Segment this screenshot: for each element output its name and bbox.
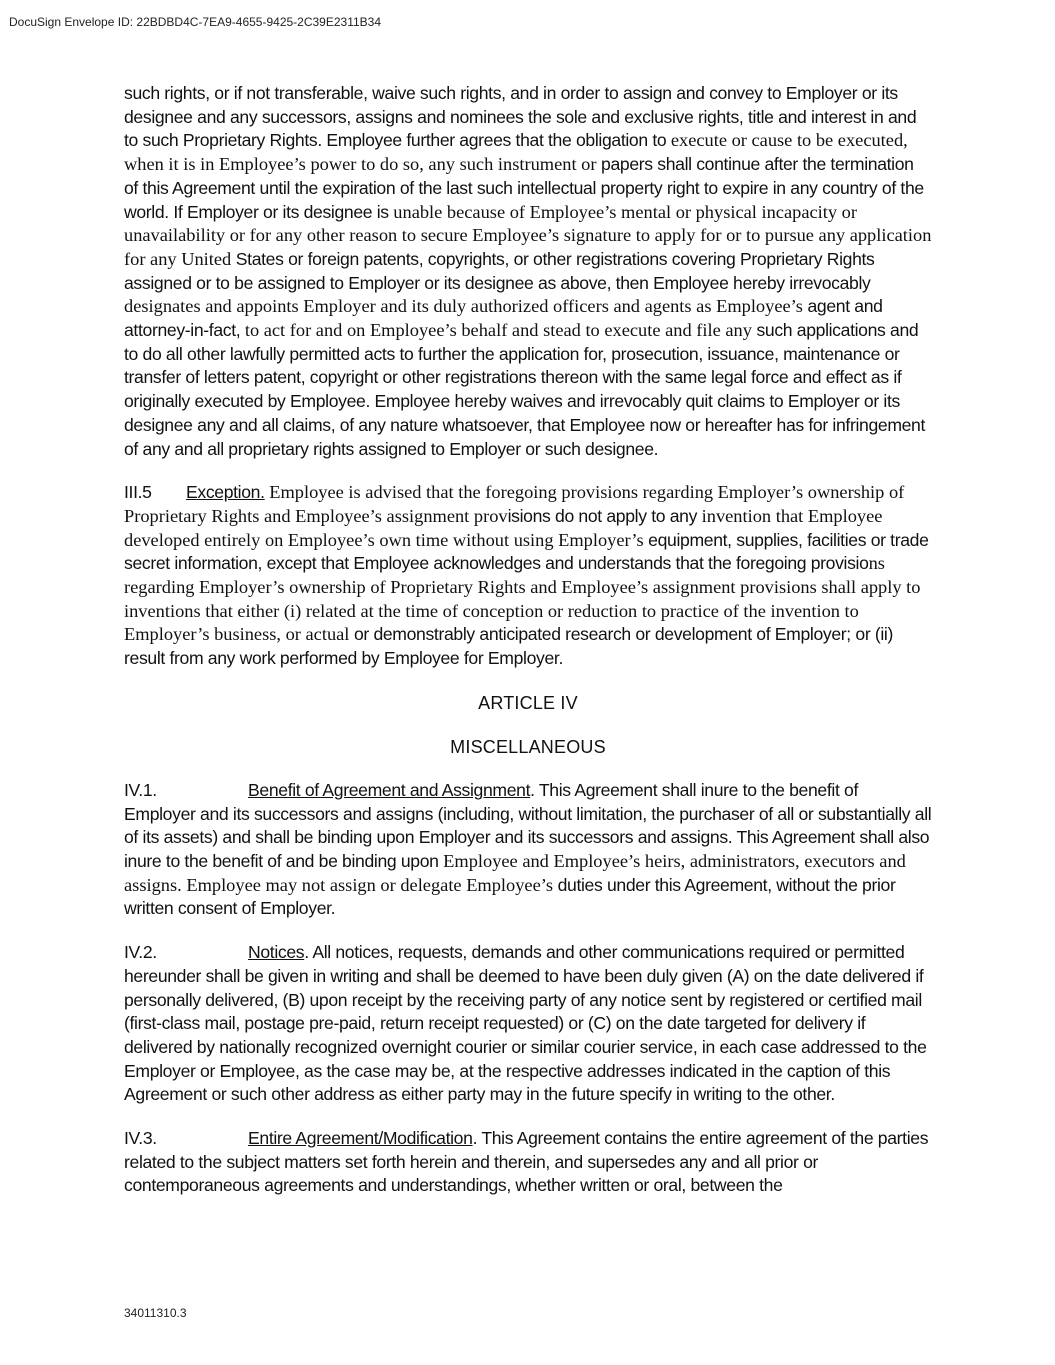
text-run: isions do not apply to any bbox=[507, 505, 698, 526]
section-number: IV.3. bbox=[124, 1128, 157, 1149]
text-run: Employee is advised that the foregoing provisions regarding Employer’s ownership of Proprietary Rights and Employee’s assignment prov bbox=[124, 482, 905, 526]
section-title: Notices bbox=[248, 942, 305, 963]
text-run: such rights, or if not transferable, waive such rights, and in order to assign and convey to Employer or its designee and any successors, assigns and nominees the sole and exclusive rights, title and interest in and to such Proprietary Rights. Employee further agrees that the obligation to bbox=[124, 83, 917, 151]
section-4-1-benefit bbox=[124, 779, 932, 921]
section-number: IV.1. bbox=[124, 779, 157, 800]
text-run: ns regarding Employer’s ownership of Proprietary Rights and Employee’s assignment provisions shall apply to inventions that either (i) related at the time of conception or reduction to practice of the invention to Employer’s business, or actual bbox=[124, 553, 921, 645]
section-number: III.5 bbox=[124, 482, 152, 503]
footer-document-number: 34011310.3 bbox=[124, 1306, 187, 1320]
text-run: such applications and to do all other lawfully permitted acts to further the application for, prosecution, issuance, maintenance or transfer of letters patent, copyright or other registrations thereon with the same legal force and effect as if originally executed by Employee. Employee hereby waives and irrevocably quit claims to Employer or its designee any and all claims, of any nature whatsoever, that Employee now or hereafter has for infringement of any and all proprietary rights assigned to Employer or such designee. bbox=[124, 320, 926, 459]
text-run: . All notices, requests, demands and other communications required or permitted hereunder shall be given in writing and shall be deemed to have been duly given (A) on the date delivered if personally delivered, (B) upon receipt by the receiving party of any notice sent by registered or certified mail (first-class mail, postage pre-paid, return receipt requested) or (C) on the date targeted for delivery if delivered by nationally recognized overnight courier or similar courier service, in each case addressed to the Employer or Employee, as the case may be, at the respective addresses indicated in the caption of this Agreement or such other address as either party may in the future specify in writing to the other. bbox=[124, 942, 927, 1105]
article-heading: ARTICLE IV bbox=[478, 692, 578, 713]
text-run: agent and attorney-in-fact, bbox=[124, 296, 883, 341]
text-run: designates and appoints Employer and its duly authorized officers and agents as Employee’s bbox=[124, 296, 803, 317]
docusign-envelope-id: DocuSign Envelope ID: 22BDBD4C-7EA9-4655-9425-2C39E2311B34 bbox=[9, 15, 382, 29]
section-4-3-entire-agreement bbox=[124, 1127, 932, 1198]
text-run: . This Agreement contains the entire agreement of the parties related to the subject matters set forth herein and therein, and supersedes any and all prior or contemporaneous agreements and understandings, whether written or oral, between the bbox=[124, 1128, 929, 1196]
section-title: Exception. bbox=[186, 482, 265, 503]
paragraph-proprietary-rights-continued bbox=[124, 82, 932, 461]
text-run: to act for and on Employee’s behalf and stead to execute and file any bbox=[244, 320, 752, 341]
text-run: unable because of Employee’s mental or physical incapacity or unavailability or for any other reason to secure Employee’s signature to apply for or to pursue any application for any United bbox=[124, 201, 932, 269]
section-4-2-notices bbox=[124, 941, 932, 1107]
text-run: equipment, supplies, facilities or trade secret information, except that Employee acknowledges and understands that the foregoing provisio bbox=[124, 529, 929, 574]
text-run: papers shall continue after the termination of this Agreement until the expiration of the last such intellectual property right to expire in any country of the world. If Employer or its designee is bbox=[124, 154, 924, 222]
section-number: IV.2. bbox=[124, 942, 157, 963]
section-title: Benefit of Agreement and Assignment bbox=[248, 779, 531, 800]
text-run: duties under this Agreement, without the prior written consent of Employer. bbox=[124, 874, 896, 919]
text-run: States or foreign patents, copyrights, or other registrations covering Proprietary Rights assigned or to be assigned to Employer or its designee as above, then Employee hereby irrevocably bbox=[124, 248, 875, 293]
section-title: Entire Agreement/Modification bbox=[248, 1128, 473, 1149]
text-run: invention that Employee developed entirely on Employee’s own time without using Employer’s bbox=[124, 505, 883, 550]
text-run: Employee and Employee’s heirs, administrators, executors and assigns. Employee may not assign or delegate Employee’s bbox=[124, 850, 906, 895]
section-3-5-exception bbox=[124, 481, 932, 671]
article-title: MISCELLANEOUS bbox=[450, 736, 606, 757]
document-body bbox=[124, 82, 932, 1218]
text-run: . This Agreement shall inure to the benefit of Employer and its successors and assigns (including, without limitation, the purchaser of all or substantially all of its assets) and shall be binding upon Employer and its successors and assigns. This Agreement shall also inure to the benefit of and be binding upon bbox=[124, 779, 932, 871]
text-run: or demonstrably anticipated research or development of Employer; or (ii) result from any work performed by Employee for Employer. bbox=[124, 624, 893, 669]
text-run: execute or cause to be executed, when it is in Employee’s power to do so, any such instrument or bbox=[124, 130, 908, 175]
